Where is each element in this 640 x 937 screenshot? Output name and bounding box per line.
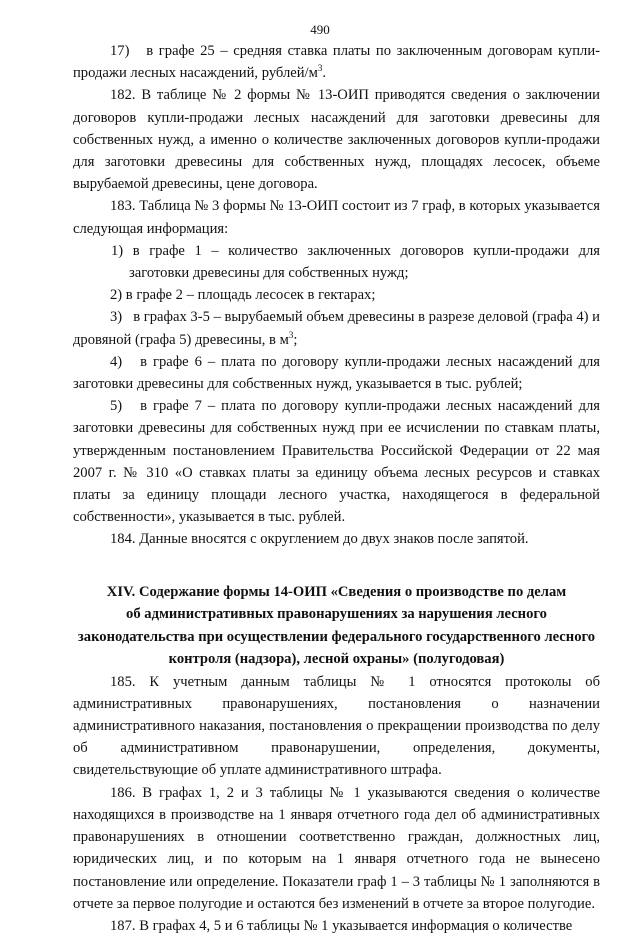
paragraph-186: 186. В графах 1, 2 и 3 таблицы № 1 указываются сведения о количестве находящихся в производстве на 1 января отчетного года дел об административных правонарушениях в отношении соответственно граждан, должностных лиц, юридических лиц, и по которым на 1 января отчетного года не вынесено постановление или определение. Показатели граф 1 – 3 таблицы № 1 заполняются в отчете за первое полугодие и остаются без изменений в отчете за второе полугодие. [73,784,600,912]
paragraph-187: 187. В графах 4, 5 и 6 таблицы № 1 указывается информация о количестве [110,917,573,934]
section-heading-line: XIV. Содержание формы 14-ОИП «Сведения о производстве по делам [106,583,567,600]
paragraph-184: 184. Данные вносятся с округлением до двух знаков после запятой. [110,531,529,548]
list-item-2: 2) в графе 2 – площадь лесосек в гектарах; [110,287,376,304]
list-item-3: 3) в графах 3-5 – вырубаемый объем древесины в разрезе деловой (графа 4) и дровяной (графа 5) древесины, в $м^3$; [73,309,600,348]
list-item-4: 4) в графе 6 – плата по договору купли-продажи лесных насаждений для заготовки древесины для собственных нужд, указывается в тыс. рублей; [73,353,600,393]
superscript: 3 [317,63,323,74]
paragraph-item-17: 17) в графе 25 – средняя ставка платы по заключенным договорам купли-продажи лесных насаждений, рублей/$м^3$. [73,43,600,82]
paragraph-183: 183. Таблица № 3 формы № 13-ОИП состоит из 7 граф, в которых указывается следующая информация: [73,198,600,237]
section-heading-line: об административных правонарушениях за нарушения лесного [126,606,547,623]
section-heading [73,581,600,671]
section-heading-line: законодательства при осуществлении федерального государственного лесного [77,628,596,645]
paragraph-182: 182. В таблице № 2 формы № 13-ОИП приводятся сведения о заключении договоров купли-продажи лесных насаждений для заготовки древесины для собственных нужд, а именно о количестве заключенных договоров купли-продажи для заготовки древесины для собственных нужд, площадях лесосек, объеме вырубаемой древесины, цене договора. [73,87,600,193]
section-heading-line: контроля (надзора), лесной охраны» (полугодовая) [168,651,505,668]
superscript: 3 [288,329,294,340]
document-body [73,40,600,937]
paragraph-185: 185. К учетным данным таблицы № 1 относятся протоколы об административных правонарушениях, постановления о назначении административного наказания, постановления о прекращении производства по делу об административном правонарушении, определения, документы, свидетельствующие об уплате административного штрафа. [73,673,600,779]
list-item-1: 1) в графе 1 – количество заключенных договоров купли-продажи для заготовки древесины для собственных нужд; [111,242,600,282]
page-number: 490 [310,22,330,37]
list-item-5: 5) в графе 7 – плата по договору купли-продажи лесных насаждений для заготовки древесины для собственных нужд при ее исчислении по ставкам платы, утвержденным постановлением Правительства Российской Федерации от 22 мая 2007 г. № 310 «О ставках платы за единицу объема лесных ресурсов и ставках платы за единицу площади лесного участка, находящегося в федеральной собственности», указывается в тыс. рублей. [73,398,600,526]
